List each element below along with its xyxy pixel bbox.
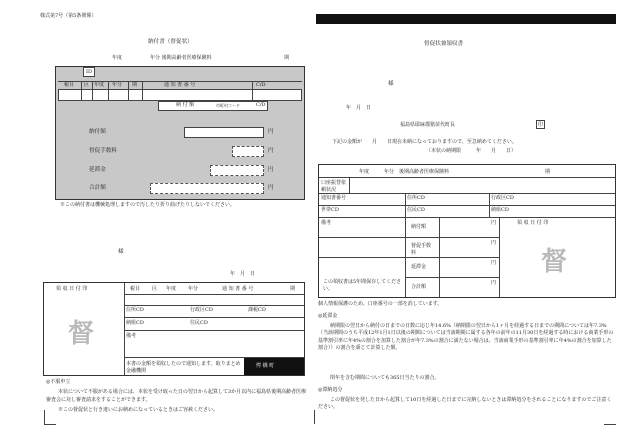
row-label-fee: 督促手数料: [89, 148, 117, 154]
crop-mark: [604, 424, 616, 425]
sender-name: 福島県耶麻郡猪苗代町長: [400, 122, 456, 128]
bank-label: 口座振替依頼状況: [321, 180, 347, 193]
fee-amount-field: [232, 146, 264, 157]
appeal-text-2: ※この督促状と行き違いにお納めになっているときはご容赦ください。: [58, 407, 219, 413]
payment-amount-field: [184, 127, 264, 138]
period-label: 期: [284, 55, 290, 61]
fiscal-title: 年度 年分 後期高齢者医療保険料: [359, 169, 450, 175]
keep-note: この領収書は5年間保存してください。: [323, 279, 402, 292]
header-input-row: [58, 89, 302, 101]
right-date-label: 年 月 日: [346, 105, 372, 111]
privacy-note: 個人情報保護のため、口座番号の一部を消しています。: [318, 301, 443, 307]
right-seal-watermark: 督: [541, 247, 568, 277]
row-label-late: 延滞金: [89, 167, 106, 173]
row-label-payment: 納付額: [89, 129, 106, 135]
late-text-2: 閏年を含む期間についても365日当たりの割合。: [330, 375, 440, 381]
addressee-sama: 様: [118, 249, 124, 255]
delinquency-text: この督促状を発した日から起算して10日を経過した日までに完納しないときは滞納処分をされることになりますのでご注意ください。: [318, 397, 612, 411]
receipt-note: 本書の金額を領収したので通知します。取りまとめ金融機関: [126, 361, 241, 374]
late-text: 納期限の翌日から納付の日までの日数に応じ年14.6%（納期限の翌日から1ヶ月を経過する日までの期間については年7.3%（当該期間のうち平成12年1月1日以後の期間については当該期間に属する各年の前年の11月30日を経過する時における商業手形の基準割引率に年4%の割合を加算した割合が年7.3%の割合に満たない場合は、当該商業手形の基準割引率に年4%の割合を加算した割合））の割合を乗じて計算した額。: [318, 323, 614, 351]
receipt-title: 督促状兼領収書: [424, 41, 464, 47]
year-label: 年度: [112, 55, 123, 61]
late-amount-field: [210, 165, 264, 176]
payment-slip: ID 税目 区 年度 年分 期 通 知 書 番 号 C/D 納 付 額 市町村コード C/D 納付額 円 督促手数料 円 延滞金 円 合計額 円: [55, 66, 305, 200]
seal-watermark: 督: [68, 319, 95, 349]
right-receipt-stamp-label: 領 収 日 付 印: [517, 220, 549, 226]
form-number: 様式第7号（第5条関係）: [40, 13, 97, 19]
date-label: 年 月 日: [230, 271, 256, 277]
notice-title: 納付書（督促状）: [148, 39, 193, 45]
seal-box: 印: [538, 122, 544, 128]
demand-text: 下記の金額が 月 日現在未納になっておりますので、至急納めてください。: [332, 139, 517, 145]
id-box: ID: [83, 67, 95, 77]
crop-mark: [314, 410, 315, 424]
late-title: ◎延滞金: [318, 313, 338, 319]
deadline-text: （本状の納期限 年 月 日）: [426, 148, 517, 154]
row-label-total: 合計額: [89, 185, 106, 191]
receipt-section: 領 収 日 付 印 督 税目 区 年度 年分 通 知 書 番 号 期 住所CD 行政区CD 課税CD 納組CD 住民CD 備考 本書の金額を領収したので通知します。取りまとめ金融機関 愕 橋 町: [43, 282, 305, 376]
appeal-title: ◎不服申立: [46, 379, 71, 385]
receipt-stamp-label: 領 収 日 付 印: [56, 286, 88, 292]
top-black-bar: [316, 14, 616, 24]
town-name-bar: 愕 橋 町: [244, 358, 304, 375]
crop-mark: [44, 424, 56, 425]
appeal-text: 本状について不服がある場合には、本状を受け取った日の翌日から起算して3か月以内に福島県後期高齢者医療審査会に対し審査請求をすることができます。: [46, 389, 307, 403]
total-amount-field: [150, 183, 264, 194]
payment-type-box: [158, 101, 268, 111]
crop-mark: [44, 410, 45, 424]
delinquency-title: ◎滞納処分: [318, 387, 343, 393]
right-addressee-sama: 様: [388, 81, 394, 87]
insurance-title: 年分 後期高齢者医療保険料: [150, 55, 212, 61]
machine-note: ※この納付書は機械処理しますので汚したり折り曲げたりしないでください。: [60, 202, 236, 208]
right-table: 年度 年分 後期高齢者医療保険料 期 口座振替依頼状況 通知書番号 住所CD 行政区CD 世帯CD 住民CD 納組CD 備考 この領収書は5年間保存してください。 納付額 円 督促手数料 円 延滞金 円 合計額 円 領 収 日 付 印 督: [318, 164, 616, 298]
